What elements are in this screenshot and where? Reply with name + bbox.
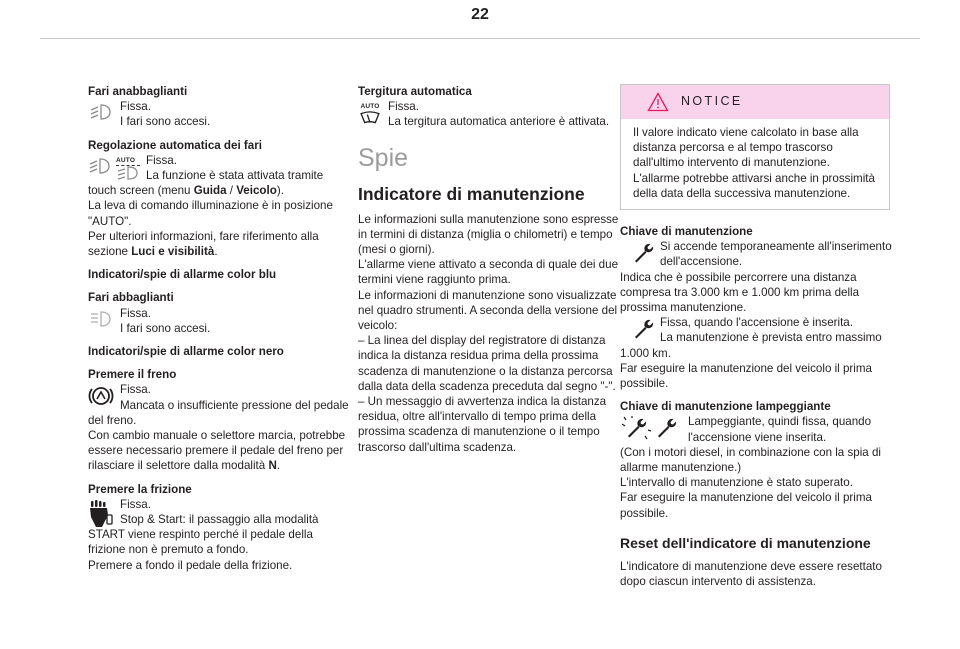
- column-middle: [358, 84, 620, 455]
- page-number: 22: [471, 6, 489, 23]
- notice-header: [621, 85, 889, 119]
- low-beam-icon: [88, 101, 114, 127]
- chapter-heading: Spie: [358, 143, 409, 172]
- notice-text: Il valore indicato viene calcolato in base alla distanza percorsa e al tempo trascorso dall'ultimo intervento di manutenzione. L'allarme potrebbe attivarsi anche in prossimità della data della successiva manutenzione.: [633, 126, 875, 200]
- entry-line: Fissa.: [146, 153, 177, 167]
- brake-pedal-icon: [88, 384, 114, 410]
- auto-headlamp-icon: [88, 155, 140, 181]
- high-beam-icon: [88, 308, 114, 334]
- entry-title: Chiave di manutenzione: [620, 225, 753, 239]
- reset-heading: Reset dell'indicatore di manutenzione: [620, 534, 871, 551]
- entry-line: Lampeggiante, quindi fissa, quando l'accensione viene inserita.: [688, 415, 872, 444]
- entry-premere-freno: [88, 367, 350, 473]
- entry-line: Si accende temporaneamente all'inserimento dell'accensione.: [660, 240, 892, 269]
- section-ref: Luci e visibilità: [131, 245, 215, 259]
- paragraph: Le informazioni sulla manutenzione sono espresse in termini di distanza (miglia o chilometri) e tempo (mesi o giorni).: [358, 212, 619, 257]
- entry-line: I fari sono accesi.: [120, 321, 211, 335]
- wrench-icon: [632, 317, 654, 343]
- reset-text: L'indicatore di manutenzione deve essere resettato dopo ciascun intervento di assistenza.: [620, 559, 882, 589]
- notice-box: [620, 84, 890, 210]
- auto-label: AUTO: [360, 103, 380, 111]
- entry-premere-frizione: [88, 482, 350, 573]
- entry-title: Premere la frizione: [88, 482, 192, 496]
- header-divider: [40, 38, 920, 39]
- entry-line: Indica che è possibile percorrere una distanza compresa tra 3.000 km e 1.000 km prima della prossima manutenzione.: [620, 270, 860, 315]
- entry-line: La manutenzione è prevista entro massimo 1.000 km.: [620, 331, 882, 360]
- entry-line: Mancata o insufficiente pressione del pedale del freno.: [88, 398, 349, 427]
- warning-triangle-icon: [647, 92, 669, 112]
- entry-line: Fissa.: [120, 306, 151, 320]
- notice-title: NOTICE: [681, 94, 743, 109]
- clutch-foot-icon: [88, 499, 114, 525]
- entry-line: Fissa.: [388, 100, 419, 114]
- blue-lamps-heading: Indicatori/spie di allarme color blu: [88, 268, 277, 282]
- entry-line: Fissa.: [120, 497, 151, 511]
- entry-title: Chiave di manutenzione lampeggiante: [620, 400, 831, 414]
- entry-line: La tergitura automatica anteriore è attivata.: [388, 115, 610, 129]
- entry-line: Far eseguire la manutenzione del veicolo il prima possibile.: [620, 361, 872, 391]
- entry-line: Premere a fondo il pedale della frizione.: [88, 558, 293, 572]
- section-title: Indicatore di manutenzione: [358, 183, 585, 204]
- auto-wiper-icon: [358, 101, 382, 127]
- entry-title: Tergitura automatica: [358, 85, 472, 98]
- entry-title: Fari anabbaglianti: [88, 85, 188, 98]
- paragraph: – Un messaggio di avvertenza indica la distanza residua, oltre all'intervallo di tempo prima della prossima scadenza di manutenzione o il tempo trascorso dall'ultima scadenza.: [358, 395, 607, 454]
- entry-tergitura: [358, 84, 620, 130]
- entry-line: L'intervallo di manutenzione è stato superato.: [620, 476, 853, 490]
- paragraph: Le informazioni di manutenzione sono visualizzate nel quadro strumenti. A seconda della versione del veicolo:: [358, 288, 618, 333]
- mode-n: N: [268, 459, 277, 473]
- menu-guida: Guida: [193, 184, 227, 198]
- entry-fari-abbaglianti: [88, 290, 350, 336]
- entry-line: La leva di comando illuminazione è in posizione "AUTO".: [88, 199, 333, 228]
- paragraph: L'allarme viene attivato a seconda di quale dei due termini viene raggiunto prima.: [358, 258, 619, 287]
- entry-line: Per ulteriori informazioni, fare riferimento alla sezione Luci e visibilità.: [88, 229, 319, 259]
- menu-veicolo: Veicolo: [236, 184, 277, 198]
- entry-title: Premere il freno: [88, 368, 177, 382]
- column-right: [620, 84, 892, 589]
- auto-label: AUTO: [116, 155, 140, 166]
- entry-line: Fissa, quando l'accensione è inserita.: [660, 316, 853, 330]
- entry-line: Con cambio manuale o selettore marcia, potrebbe essere necessario premere il pedale del freno per rilasciare il selettore dalla modalità N.: [88, 429, 346, 473]
- wrench-icon: [632, 241, 654, 267]
- entry-chiave-lampeggiante: [620, 399, 892, 521]
- entry-chiave-manutenzione: [620, 224, 892, 391]
- entry-line: (Con i motori diesel, in combinazione con la spia di allarme manutenzione.): [620, 445, 881, 475]
- entry-title: Regolazione automatica dei fari: [88, 138, 262, 152]
- entry-fari-anabbaglianti: [88, 84, 350, 130]
- paragraph: – La linea del display del registratore di distanza indica la distanza residua prima della prossima scadenza di manutenzione o la distanza percorsa dalla data della scadenza preceduta dal segno "-".: [358, 334, 616, 393]
- black-lamps-heading: Indicatori/spie di allarme color nero: [88, 345, 284, 359]
- entry-line: Stop & Start: il passaggio alla modalità START viene respinto perché il pedale della frizione non è premuto a fondo.: [88, 513, 319, 557]
- entry-line: Fissa.: [120, 100, 151, 114]
- entry-line: Far eseguire la manutenzione del veicolo il prima possibile.: [620, 491, 872, 520]
- entry-title: Fari abbaglianti: [88, 291, 174, 305]
- entry-line: I fari sono accesi.: [120, 115, 211, 129]
- entry-line: La funzione è stata attivata tramite touch screen (menu Guida / Veicolo).: [88, 169, 324, 198]
- entry-regolazione-fari: [88, 138, 350, 260]
- entry-line: Fissa.: [120, 383, 151, 397]
- column-left: [88, 84, 350, 581]
- flashing-wrench-icon: [622, 416, 682, 442]
